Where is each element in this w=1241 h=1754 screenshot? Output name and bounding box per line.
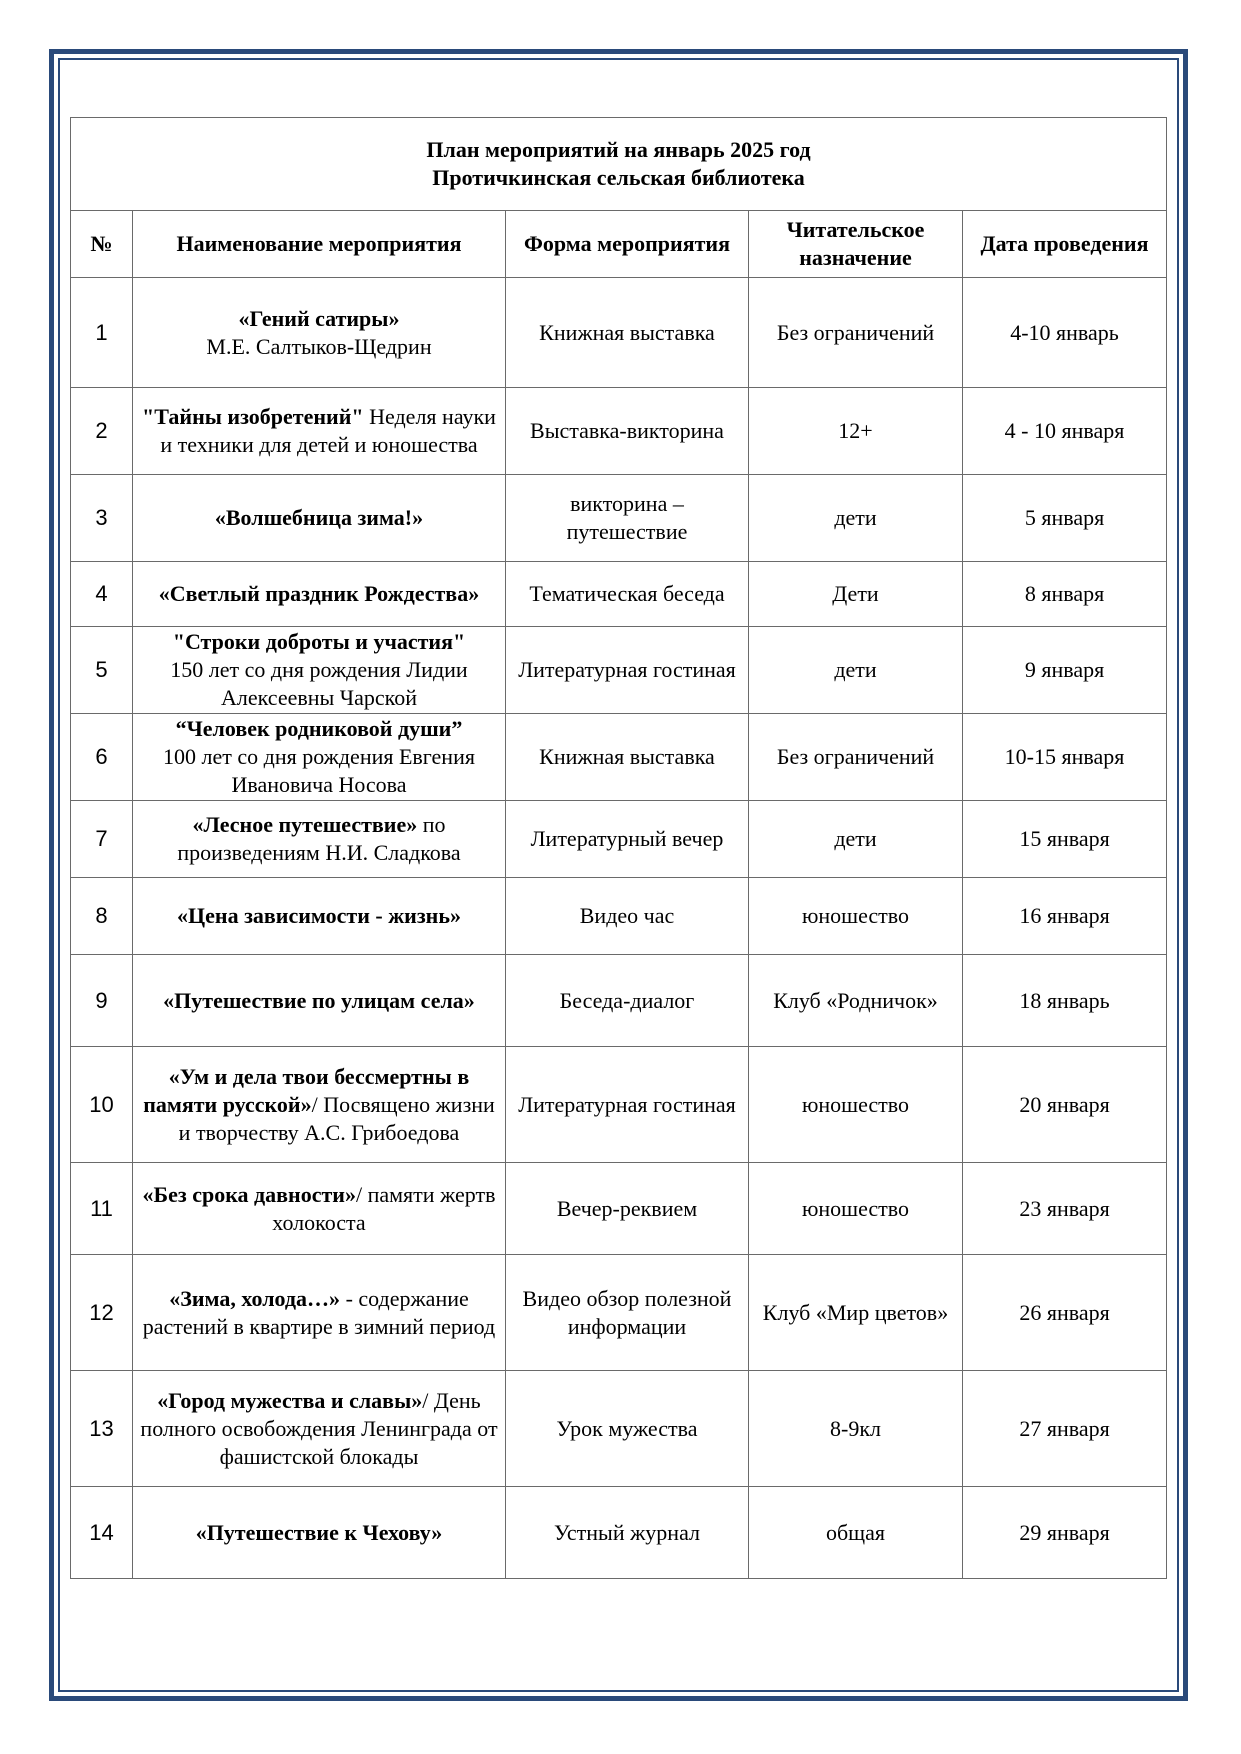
row-name-desc: 100 лет со дня рождения Евгения Ивановича Носова <box>163 744 475 797</box>
row-form: Книжная выставка <box>506 714 749 801</box>
row-form: Видео обзор полезной информации <box>506 1255 749 1371</box>
row-date: 27 января <box>963 1371 1167 1487</box>
table-row <box>71 475 1167 562</box>
row-date: 4 - 10 января <box>963 388 1167 475</box>
row-name-title: "Тайны изобретений" <box>142 404 364 429</box>
row-name <box>133 1487 506 1579</box>
row-name-title: «Ум и дела твои бессмертны в памяти русской» <box>143 1063 470 1117</box>
row-name-title: «Зима, холода…» <box>169 1285 341 1311</box>
row-form: Литературный вечер <box>506 801 749 878</box>
row-num: 1 <box>71 278 133 388</box>
row-name <box>133 878 506 955</box>
row-name <box>133 1255 506 1371</box>
table-row <box>71 801 1167 878</box>
row-audience: общая <box>749 1487 963 1579</box>
row-audience: 12+ <box>749 388 963 475</box>
row-name <box>133 627 506 714</box>
row-num: 10 <box>71 1047 133 1163</box>
row-audience: дети <box>749 801 963 878</box>
row-name <box>133 801 506 878</box>
row-form: Урок мужества <box>506 1371 749 1487</box>
row-audience: 8-9кл <box>749 1371 963 1487</box>
row-name-desc: 150 лет со дня рождения Лидии Алексеевны Чарской <box>170 657 468 710</box>
header-audience: Читательское назначение <box>749 211 963 278</box>
row-form: Беседа-диалог <box>506 955 749 1047</box>
row-date: 4-10 январь <box>963 278 1167 388</box>
row-form: Тематическая беседа <box>506 562 749 627</box>
row-form: Выставка-викторина <box>506 388 749 475</box>
row-num: 6 <box>71 714 133 801</box>
table-row <box>71 388 1167 475</box>
row-name <box>133 714 506 801</box>
row-audience: юношество <box>749 1163 963 1255</box>
row-name-title: «Без срока давности» <box>142 1181 356 1207</box>
header-row <box>71 211 1167 278</box>
row-num: 9 <box>71 955 133 1047</box>
row-name-title: «Город мужества и славы» <box>157 1387 423 1413</box>
row-name-title: "Строки доброты и участия" <box>172 629 466 654</box>
row-num: 14 <box>71 1487 133 1579</box>
row-audience: Дети <box>749 562 963 627</box>
row-name-desc: / Посвящено жизни и творчеству А.С. Грибоедова <box>178 1091 495 1145</box>
row-audience: юношество <box>749 1047 963 1163</box>
row-name-title: “Человек родниковой души” <box>175 716 463 741</box>
row-name-title: «Волшебница зима!» <box>214 505 424 530</box>
row-name-desc: Неделя науки и техники для детей и юношества <box>160 404 496 457</box>
header-date: Дата проведения <box>963 211 1167 278</box>
row-name-desc: / День полного освобождения Ленинграда от фашистской блокады <box>140 1387 498 1469</box>
row-date: 26 января <box>963 1255 1167 1371</box>
title-line-2: Протичкинская сельская библиотека <box>432 165 805 190</box>
table-row <box>71 1487 1167 1579</box>
row-num: 8 <box>71 878 133 955</box>
row-form: Литературная гостиная <box>506 1047 749 1163</box>
row-date: 29 января <box>963 1487 1167 1579</box>
table-row <box>71 714 1167 801</box>
row-form: Книжная выставка <box>506 278 749 388</box>
row-form: Литературная гостиная <box>506 627 749 714</box>
header-form: Форма мероприятия <box>506 211 749 278</box>
table-row <box>71 1163 1167 1255</box>
title-line-1: План мероприятий на январь 2025 год <box>426 137 811 162</box>
row-form: Устный журнал <box>506 1487 749 1579</box>
row-name <box>133 1371 506 1487</box>
row-name-desc: по произведениям Н.И. Сладкова <box>177 812 461 865</box>
row-audience: Без ограничений <box>749 714 963 801</box>
row-name-title: «Путешествие к Чехову» <box>195 1519 443 1545</box>
row-name <box>133 475 506 562</box>
row-form: Видео час <box>506 878 749 955</box>
row-name <box>133 955 506 1047</box>
header-num: № <box>71 211 133 278</box>
row-num: 13 <box>71 1371 133 1487</box>
row-date: 8 января <box>963 562 1167 627</box>
row-audience: дети <box>749 475 963 562</box>
row-date: 16 января <box>963 878 1167 955</box>
row-date: 15 января <box>963 801 1167 878</box>
document-title <box>71 118 1167 211</box>
row-name <box>133 1163 506 1255</box>
row-num: 7 <box>71 801 133 878</box>
row-form: викторина – путешествие <box>506 475 749 562</box>
row-name-title: «Лесное путешествие» <box>192 812 418 837</box>
table-row <box>71 1047 1167 1163</box>
row-audience: Клуб «Мир цветов» <box>749 1255 963 1371</box>
row-name <box>133 1047 506 1163</box>
table-row <box>71 627 1167 714</box>
row-date: 23 января <box>963 1163 1167 1255</box>
row-name <box>133 278 506 388</box>
events-plan-table <box>70 117 1167 1579</box>
row-num: 11 <box>71 1163 133 1255</box>
row-date: 18 январь <box>963 955 1167 1047</box>
header-name: Наименование мероприятия <box>133 211 506 278</box>
row-num: 5 <box>71 627 133 714</box>
row-date: 10-15 января <box>963 714 1167 801</box>
row-date: 5 января <box>963 475 1167 562</box>
row-name-title: «Гений сатиры» <box>238 305 400 331</box>
row-name-title: «Цена зависимости - жизнь» <box>177 903 461 928</box>
row-date: 20 января <box>963 1047 1167 1163</box>
row-name-desc: - содержание растений в квартире в зимний период <box>142 1285 496 1339</box>
table-row <box>71 878 1167 955</box>
row-num: 12 <box>71 1255 133 1371</box>
table-row <box>71 955 1167 1047</box>
row-name-desc: М.Е. Салтыков-Щедрин <box>206 333 432 359</box>
row-name <box>133 562 506 627</box>
row-num: 3 <box>71 475 133 562</box>
table-row <box>71 562 1167 627</box>
row-num: 4 <box>71 562 133 627</box>
row-audience: Без ограничений <box>749 278 963 388</box>
row-name <box>133 388 506 475</box>
row-audience: дети <box>749 627 963 714</box>
row-name-title: «Путешествие по улицам села» <box>163 987 475 1013</box>
table-row <box>71 278 1167 388</box>
row-name-desc: / памяти жертв холокоста <box>272 1181 496 1235</box>
row-name-title: «Светлый праздник Рождества» <box>158 581 480 606</box>
row-num: 2 <box>71 388 133 475</box>
row-audience: Клуб «Родничок» <box>749 955 963 1047</box>
table-row <box>71 1255 1167 1371</box>
table-row <box>71 1371 1167 1487</box>
row-date: 9 января <box>963 627 1167 714</box>
row-audience: юношество <box>749 878 963 955</box>
row-form: Вечер-реквием <box>506 1163 749 1255</box>
